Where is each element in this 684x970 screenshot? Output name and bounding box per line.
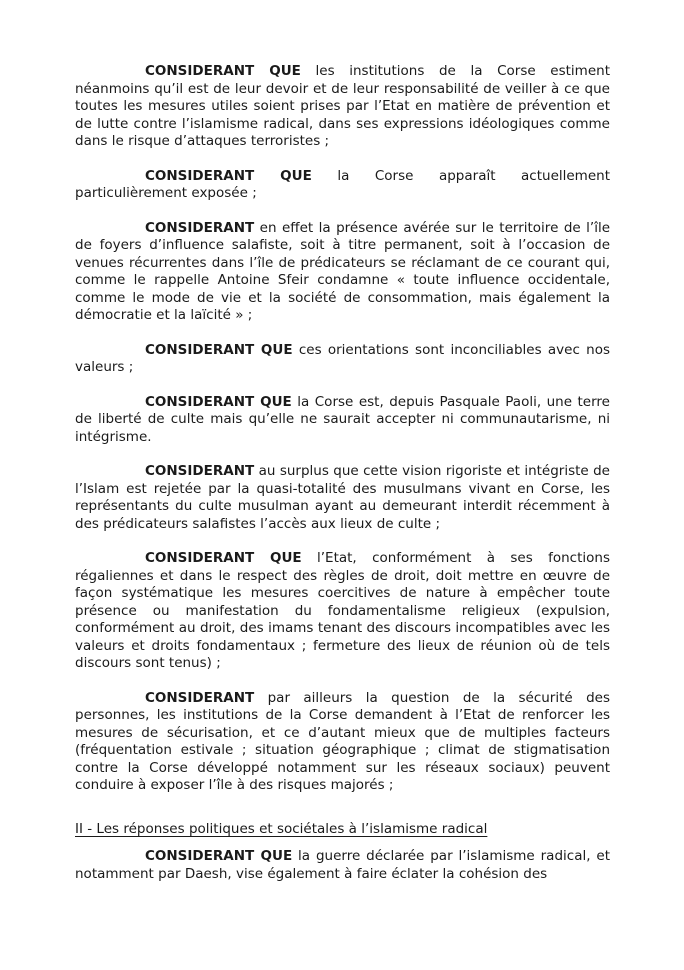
considerant-paragraph — [75, 394, 610, 447]
paragraph-text: en effet la présence avérée sur le territoire de l’île de foyers d’influence salafiste, soit à titre permanent, soit à l’occasion de venues récurrentes dans l’île de prédicateurs se réclamant de ce courant qui, comme le rappelle Antoine Sfeir condamne « toute influence occidentale, comme le mode de vie et la société de consommation, mais également la démocratie et la laïcité » ; — [75, 219, 610, 323]
paragraph-text: l’Etat, conformément à ses fonctions régaliennes et dans le respect des règles de droit, doit mettre en œuvre de façon systématique les mesures coercitives de nature à empêcher toute présence ou manifestation du fondamentalisme religieux (expulsion, conformément au droit, des imams tenant des discours incompatibles avec les valeurs et droits fondamentaux ; fermeture des lieux de réunion où de tels discours sont tenus) ; — [75, 550, 610, 671]
considerant-lead: CONSIDERANT — [145, 689, 255, 706]
considerant-lead: CONSIDERANT QUE — [145, 393, 292, 410]
paragraph-text: la guerre déclarée par l’islamisme radical, et notamment par Daesh, vise également à faire éclater la cohésion des — [75, 848, 610, 882]
considerant-lead: CONSIDERANT QUE — [145, 848, 293, 864]
section-heading: II - Les réponses politiques et sociétales à l’islamisme radical — [75, 820, 488, 837]
considerant-lead: CONSIDERANT QUE — [145, 341, 293, 358]
paragraph-text: ces orientations sont inconciliables avec nos valeurs ; — [75, 341, 610, 375]
considerant-paragraph — [75, 63, 610, 151]
considerant-paragraph — [75, 220, 610, 325]
considerant-paragraph — [75, 168, 610, 203]
considerant-paragraph — [75, 342, 610, 377]
considerant-lead: CONSIDERANT — [145, 463, 255, 479]
considerant-paragraph — [75, 690, 610, 795]
considerant-lead: CONSIDERANT QUE — [145, 167, 312, 184]
paragraph-text: au surplus que cette vision rigoriste et intégriste de l’Islam est rejetée par la quasi-totalité des musulmans vivant en Corse, les représentants du culte musulman ayant au demeurant interdit récemment à des prédicateurs salafistes l’accès aux lieux de culte ; — [75, 463, 610, 532]
paragraph-text: la Corse est, depuis Pasquale Paoli, une terre de liberté de culte mais qu’elle ne saurait accepter ni communautarisme, ni intégrisme. — [75, 393, 610, 445]
considerant-lead: CONSIDERANT QUE — [145, 63, 301, 79]
considerant-lead: CONSIDERANT QUE — [145, 550, 302, 566]
paragraph-text: la Corse apparaît actuellement particulièrement exposée ; — [75, 167, 610, 201]
considerant-paragraph — [75, 550, 610, 673]
paragraph-text: les institutions de la Corse estiment néanmoins qu’il est de leur devoir et de leur responsabilité de veiller à ce que toutes les mesures utiles soient prises par l’Etat en matière de prévention et de lutte contre l’islamisme radical, dans ses expressions idéologiques comme dans le risque d’attaques terroristes ; — [75, 63, 610, 149]
considerant-paragraph — [75, 463, 610, 533]
paragraph-text: par ailleurs la question de la sécurité des personnes, les institutions de la Corse demandent à l’Etat de renforcer les mesures de sécurisation, et ce d’autant mieux que de multiples facteurs (fréquentation estivale ; situation géographique ; climat de stigmatisation contre la Corse développé notamment sur les réseaux sociaux) peuvent conduire à exposer l’île à des risques majorés ; — [75, 689, 610, 793]
considerant-paragraph — [75, 848, 610, 883]
considerant-lead: CONSIDERANT — [145, 219, 255, 236]
